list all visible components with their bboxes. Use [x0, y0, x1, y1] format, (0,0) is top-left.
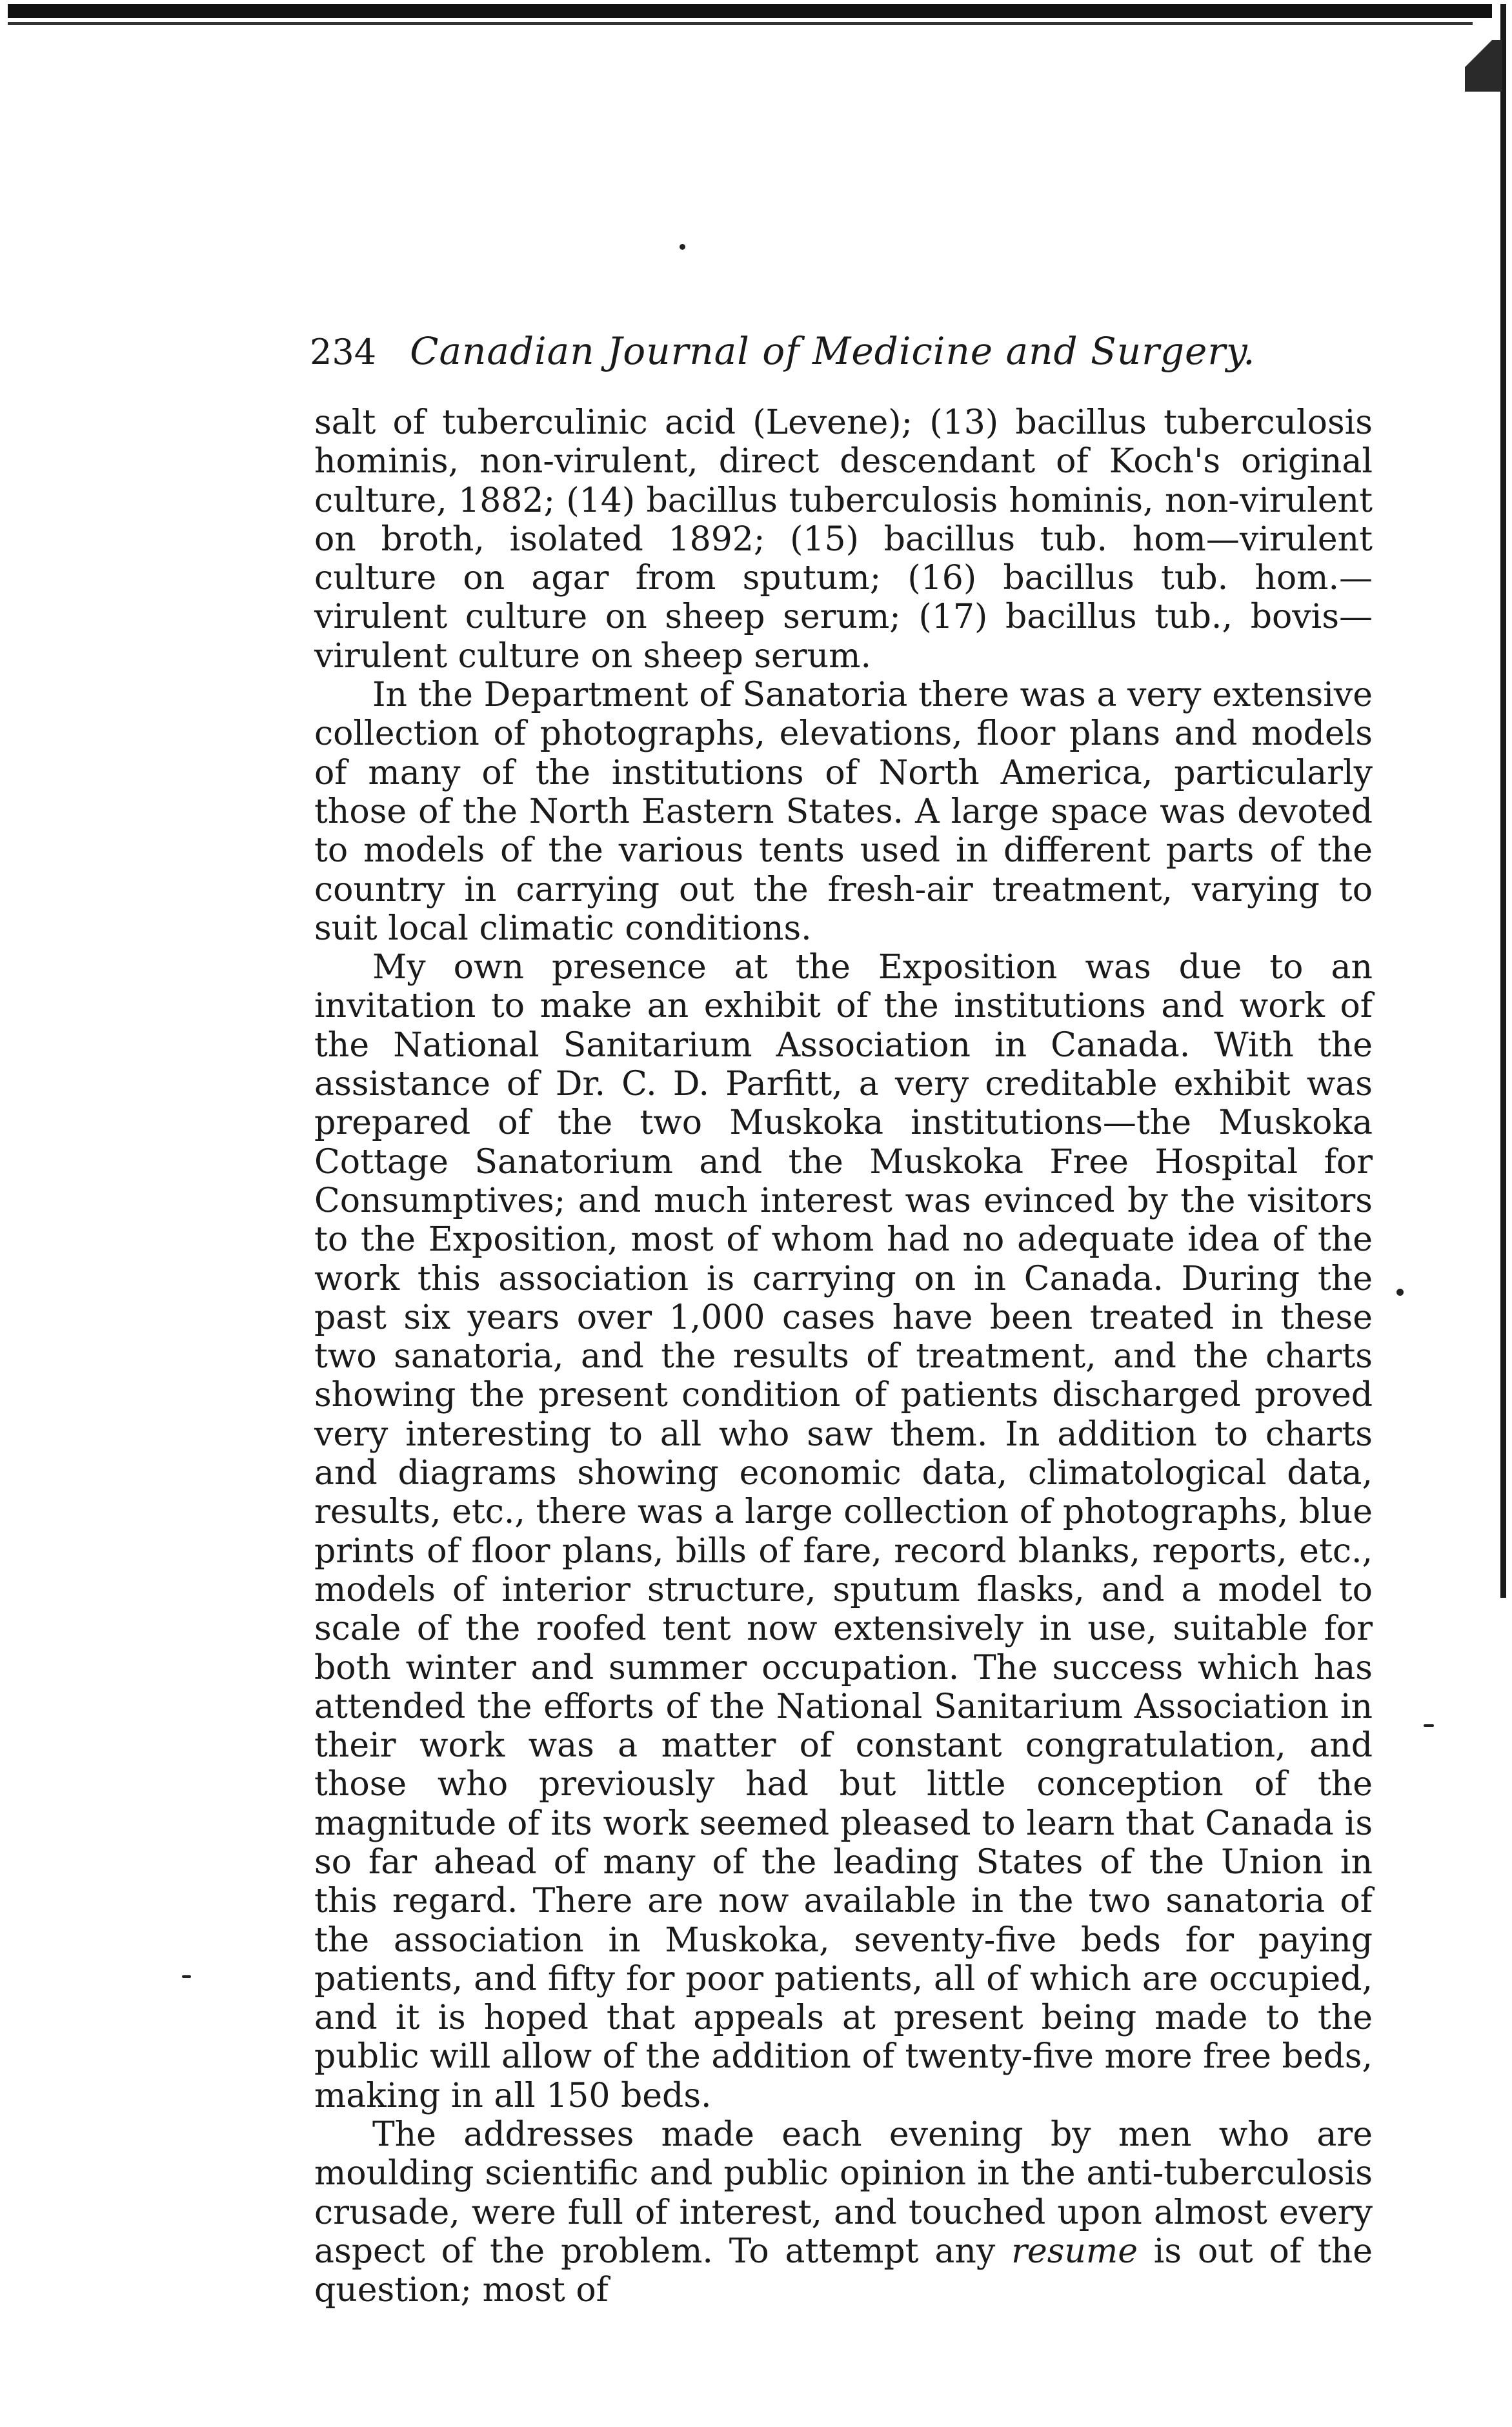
page-header — [310, 329, 1407, 387]
top-scan-border — [8, 4, 1492, 18]
paragraph-text-start: The addresses made each evening by men who are moulding scientific and public opinion in the anti-tuberculosis crusade, were full of interest, and touched upon almost every aspect of the problem. To attempt any — [314, 2115, 1373, 2271]
stray-mark-dash — [1424, 1724, 1434, 1727]
article-body — [314, 403, 1373, 2310]
paragraph-muskoka-exhibit: My own presence at the Exposition was due to an invitation to make an exhibit of the institutions and work of the National Sanitarium Association in Canada. With the assistance of Dr. C. D. Parfitt, a very creditable exhibit was prepared of the two Muskoka institutions—the Muskoka Cottage Sanatorium and the Muskoka Free Hospital for Consumptives; and much interest was evinced by the visitors to the Exposition, most of whom had no adequate idea of the work this association is carrying on in Canada. During the past six years over 1,000 cases have been treated in these two sanatoria, and the results of treatment, and the charts showing the present condition of patients discharged proved very interesting to all who saw them. In addition to charts and diagrams showing economic data, climatological data, results, etc., there was a large collection of photographs, blue prints of floor plans, bills of fare, record blanks, reports, etc., models of interior structure, sputum flasks, and a model to scale of the roofed tent now extensively in use, suitable for both winter and summer occupation. The success which has attended the efforts of the National Sanitarium Association in their work was a matter of constant congratulation, and those who previously had but little conception of the magnitude of its work seemed pleased to learn that Canada is so far ahead of many of the leading States of the Union in this regard. There are now available in the two sanatoria of the association in Muskoka, seventy-five beds for paying patients, and fifty for poor patients, all of which are occupied, and it is hoped that appeals at present being made to the public will allow of the addition of twenty-five more free beds, making in all 150 beds. — [314, 948, 1373, 2115]
italic-word-resume: resume — [1011, 2231, 1138, 2271]
right-scan-border — [1500, 4, 1506, 1598]
paragraph-continued: salt of tuberculinic acid (Levene); (13) bacillus tuberculosis hominis, non-virulent, direct descendant of Koch's original culture, 1882; (14) bacillus tuberculosis hominis, non-virulent on broth, isolated 1892; (15) bacillus tub. hom—virulent culture on agar from sputum; (16) bacillus tub. hom.—virulent culture on sheep serum; (17) bacillus tub., bovis—virulent culture on sheep serum. — [314, 403, 1373, 676]
paragraph-evening-addresses — [314, 2115, 1373, 2310]
stray-mark-dot — [680, 244, 685, 250]
paragraph-text-end: is out of the question; most of — [314, 2231, 1373, 2310]
corner-page-fold — [1465, 40, 1502, 92]
page-number: 234 — [310, 332, 377, 372]
paragraph-sanatoria-department: In the Department of Sanatoria there was a very extensive collection of photographs, elevations, floor plans and models of many of the institutions of North America, particularly those of the North Eastern States. A large space was devoted to models of the various tents used in different parts of the country in carrying out the fresh-air treatment, varying to suit local climatic conditions. — [314, 676, 1373, 948]
stray-mark-dot — [1396, 1289, 1404, 1296]
top-scan-border-thin — [8, 22, 1473, 25]
running-title: Canadian Journal of Medicine and Surgery. — [410, 329, 1256, 373]
stray-mark-dash — [182, 1975, 191, 1978]
